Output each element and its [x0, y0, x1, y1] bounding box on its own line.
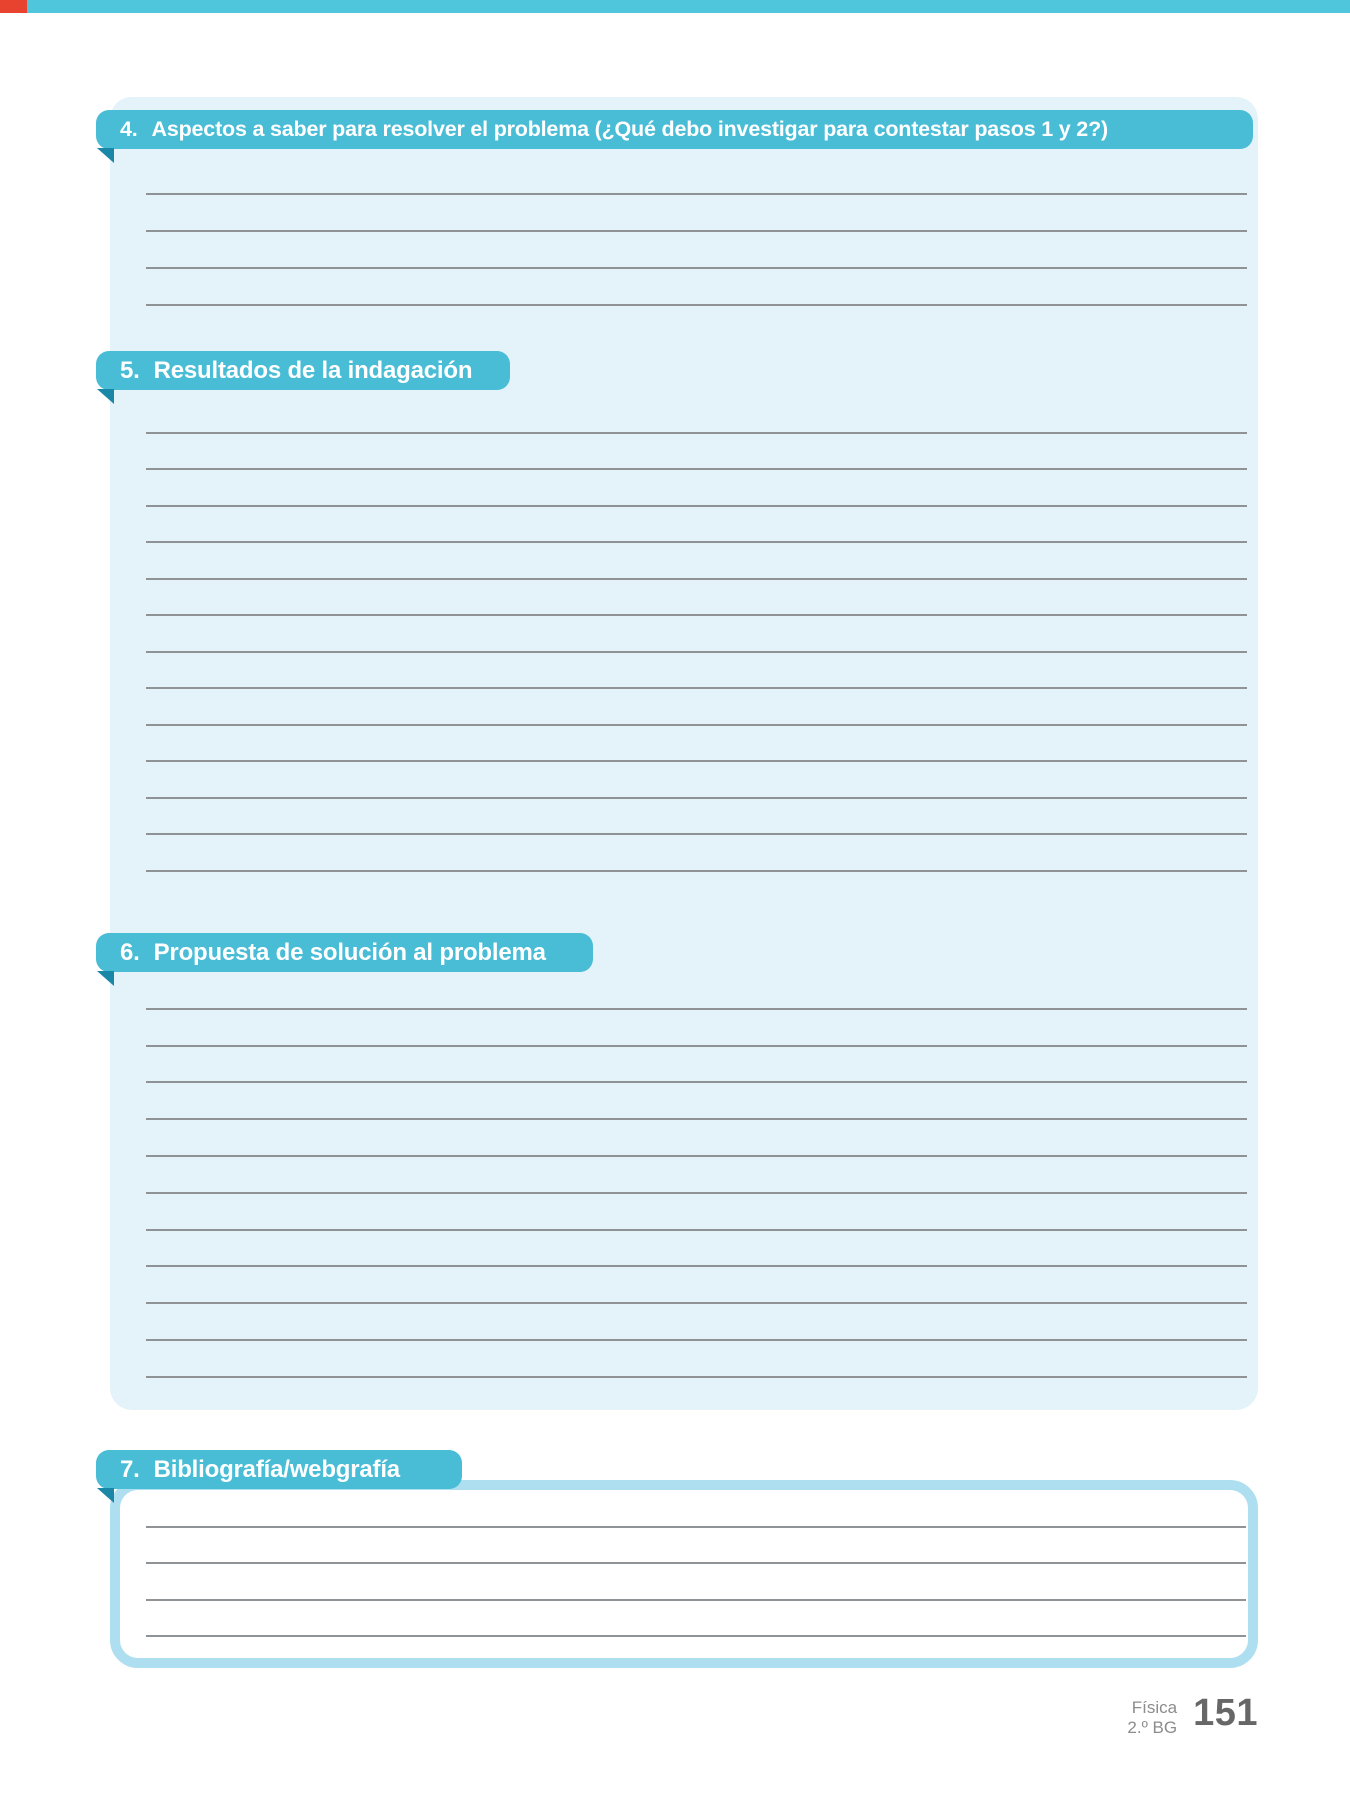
ruled-line [146, 1083, 1247, 1120]
section-4-header [96, 110, 1253, 149]
ruled-line [146, 580, 1247, 617]
ruled-line [146, 195, 1247, 232]
section-4-number: 4. [120, 117, 138, 141]
ruled-line [146, 1010, 1247, 1047]
section-5-header [96, 351, 510, 390]
ruled-line [146, 616, 1247, 653]
ruled-line [146, 726, 1247, 763]
section-5-answer-lines [146, 397, 1247, 872]
ruled-line [146, 1528, 1246, 1565]
course-label [1127, 1694, 1177, 1738]
section-7-header [96, 1450, 462, 1489]
ruled-line [146, 543, 1247, 580]
ruled-line [146, 158, 1247, 195]
top-rule-teal-segment [27, 0, 1350, 13]
ruled-line [146, 835, 1247, 872]
ruled-line [146, 1231, 1247, 1268]
section-7-number: 7. [120, 1455, 140, 1483]
ruled-line [146, 1601, 1246, 1638]
ruled-line [146, 1304, 1247, 1341]
section-6-answer-lines [146, 973, 1247, 1378]
section-4-answer-lines [146, 158, 1247, 306]
ruled-line [146, 1267, 1247, 1304]
ruled-line [146, 762, 1247, 799]
page-footer [1127, 1694, 1258, 1738]
ruled-line [146, 689, 1247, 726]
ruled-line [146, 507, 1247, 544]
section-7-answer-lines [146, 1491, 1246, 1637]
ruled-line [146, 434, 1247, 471]
ruled-line [146, 1120, 1247, 1157]
section-6-header [96, 933, 593, 972]
ruled-line [146, 1194, 1247, 1231]
ruled-line [146, 1491, 1246, 1528]
ruled-line [146, 799, 1247, 836]
ruled-line [146, 269, 1247, 306]
top-rule-red-segment [0, 0, 27, 13]
ruled-line [146, 653, 1247, 690]
page-number: 151 [1193, 1692, 1258, 1734]
ruled-line [146, 1341, 1247, 1378]
section-6-number: 6. [120, 938, 140, 966]
ruled-line [146, 397, 1247, 434]
course-subject: Física [1131, 1698, 1178, 1717]
ruled-line [146, 1564, 1246, 1601]
section-5-title: Resultados de la indagación [153, 356, 473, 384]
section-5-number: 5. [120, 356, 140, 384]
ruled-line [146, 232, 1247, 269]
ruled-line [146, 1157, 1247, 1194]
ruled-line [146, 1047, 1247, 1084]
ruled-line [146, 973, 1247, 1010]
ruled-line [146, 470, 1247, 507]
section-4-title: Aspectos a saber para resolver el problema (¿Qué debo investigar para contestar pasos 1 y 2?) [151, 117, 1108, 141]
page-top-rule [0, 0, 1350, 13]
section-6-title: Propuesta de solución al problema [153, 938, 546, 966]
course-grade: 2.º BG [1127, 1718, 1178, 1737]
section-7-title: Bibliografía/webgrafía [153, 1455, 400, 1483]
